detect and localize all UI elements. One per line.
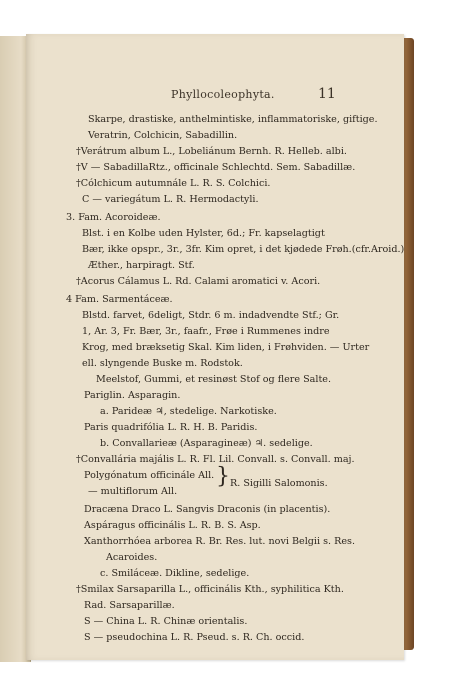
text-line: Meelstof, Gummi, et resinøst Stof og flere Salte.: [96, 374, 332, 385]
text-line: S — pseudochina L. R. Pseud. s. R. Ch. occid.: [84, 632, 305, 643]
text-line: Skarpe, drastiske, anthelmintiske, inflammatoriske, giftige.: [88, 114, 378, 125]
text-line: †Smilax Sarsaparilla L., officinális Kth., syphilitica Kth.: [76, 584, 344, 595]
text-line: †Verátrum album L., Lobeliánum Bernh. R. Helleb. albi.: [76, 146, 347, 157]
text-line: R. Sigilli Salomonis.: [230, 478, 328, 489]
text-line: C — variegátum L. R. Hermodactyli.: [82, 194, 259, 205]
family-heading: 3. Fam. Acoroideæ.: [66, 212, 161, 223]
subgroup-heading: b. Convallarieæ (Asparagineæ) ♃. sedelige.: [100, 438, 313, 449]
family-heading: 4 Fam. Sarmentáceæ.: [66, 294, 173, 305]
subgroup-heading: c. Smiláceæ. Dikline, sedelige.: [100, 568, 250, 579]
text-line: Æther., harpiragt. Stf.: [88, 260, 195, 271]
brace-glyph: }: [216, 464, 230, 489]
page-number: 11: [318, 86, 336, 102]
text-line: Pariglin. Asparagin.: [84, 390, 181, 401]
text-line: Paris quadrifólia L. R. H. B. Paridis.: [84, 422, 258, 433]
text-line: Blstd. farvet, 6deligt, Stdr. 6 m. indadvendte Stf.; Gr.: [82, 310, 340, 321]
text-line: †V — SabadillaRtz., officinale Schlechtd. Sem. Sabadillæ.: [76, 162, 356, 173]
text-line: Blst. i en Kolbe uden Hylster, 6d.; Fr. kapselagtigt: [82, 228, 325, 239]
running-header: [26, 88, 404, 104]
text-line: ell. slyngende Buske m. Rodstok.: [82, 358, 243, 369]
text-line: Rad. Sarsaparillæ.: [84, 600, 175, 611]
subgroup-heading: a. Parideæ ♃, stedelige. Narkotiske.: [100, 406, 277, 417]
text-line: Krog, med bræksetig Skal. Kim liden, i Frøhviden. — Urter: [82, 342, 370, 353]
text-line: 1, Ar. 3, Fr. Bær, 3r., faafr., Frøe i Rummenes indre: [82, 326, 330, 337]
text-line: †Acorus Cálamus L. Rd. Calami aromatici v. Acori.: [76, 276, 321, 287]
text-line: Aspáragus officinális L. R. B. S. Asp.: [84, 520, 261, 531]
header-title: Phyllocoleophyta.: [171, 88, 275, 101]
text-line: Xanthorrhóea arborea R. Br. Res. lut. novi Belgii s. Res.: [84, 536, 356, 547]
text-line: †Convallária majális L. R. Fl. Lil. Convall. s. Convall. maj.: [76, 454, 355, 465]
book-page: [26, 34, 404, 660]
text-line: Veratrin, Colchicin, Sabadillin.: [88, 130, 238, 141]
text-line: Acaroides.: [106, 552, 158, 563]
text-line: — multiflorum All.: [88, 486, 178, 497]
text-line: Polygónatum officinále All.: [84, 470, 215, 481]
text-line: Dracæna Draco L. Sangvis Draconis (in placentis).: [84, 504, 331, 515]
text-line: S — China L. R. Chinæ orientalis.: [84, 616, 248, 627]
text-line: †Cólchicum autumnále L. R. S. Colchici.: [76, 178, 271, 189]
text-line: Bær, ikke opspr., 3r., 3fr. Kim opret, i det kjødede Frøh.(cfr.Aroid.): [82, 244, 405, 255]
